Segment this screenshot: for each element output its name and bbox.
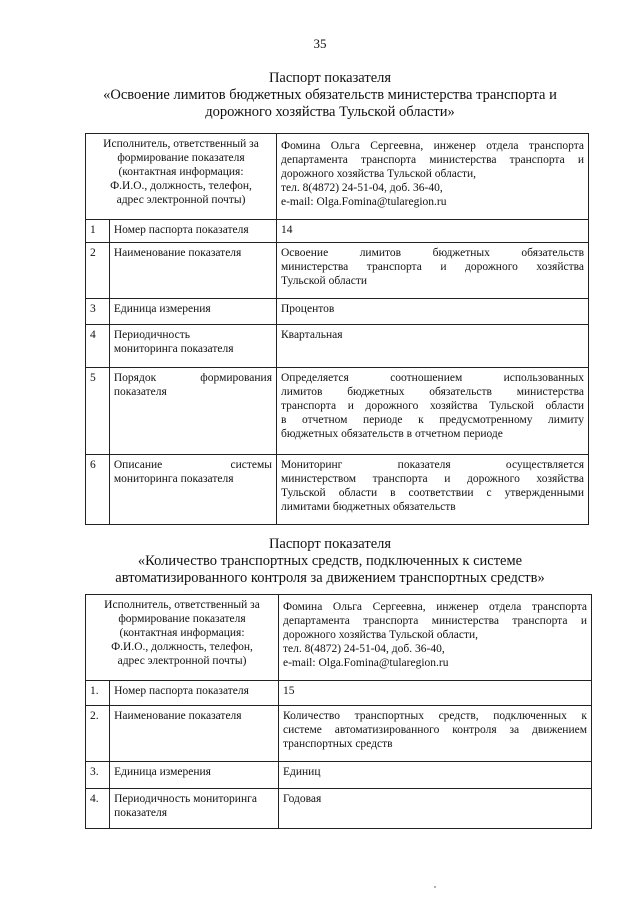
row-value: 14	[277, 220, 589, 243]
heading-line: Паспорт показателя	[268, 536, 392, 552]
table-row	[86, 325, 589, 368]
row-number: 1.	[86, 681, 110, 706]
row-value: Количество транспортных средств, подключенных к системе автоматизированного контроля за движением транспортных средств	[279, 706, 592, 762]
heading-line: автоматизированного контроля за движением транспортных средств»	[115, 570, 545, 586]
passport-1-table	[85, 133, 589, 525]
row-number: 2	[86, 243, 110, 299]
table-row	[86, 789, 592, 829]
row-number: 2.	[86, 706, 110, 762]
row-label: Номер паспорта показателя	[110, 681, 279, 706]
row-number: 5	[86, 368, 110, 455]
row-label: Единица измерения	[110, 762, 279, 789]
row-label: Порядок формирования показателя	[109, 368, 276, 455]
heading-line: дорожного хозяйства Тульской области»	[205, 104, 455, 120]
passport-2-table	[85, 594, 592, 829]
row-value: Освоение лимитов бюджетных обязательств министерства транспорта и дорожного хозяйства Тульской области	[277, 243, 589, 299]
row-number: 6	[86, 455, 110, 525]
table-row	[86, 299, 589, 325]
page-number: 35	[313, 36, 327, 51]
heading-line: «Освоение лимитов бюджетных обязательств министерства транспорта и	[103, 87, 557, 103]
scan-speck	[434, 886, 436, 888]
executor-value: Фомина Ольга Сергеевна, инженер отдела транспорта департамента транспорта министерства транспорта и дорожного хозяйства Тульской области, тел. 8(4872) 24-51-04, доб. 36-40, e-mail: Olga.Fomina@tularegion.ru	[277, 134, 589, 220]
table-row	[86, 220, 589, 243]
row-value: Единиц	[279, 762, 592, 789]
table-row	[86, 681, 592, 706]
row-label: Описание системы мониторинга показателя	[109, 455, 276, 525]
row-number: 1	[86, 220, 110, 243]
row-value: Мониторинг показателя осуществляется министерством транспорта и дорожного хозяйства Тульской области в соответствии с утвержденными лимитами бюджетных обязательств	[277, 455, 589, 525]
row-number: 3.	[86, 762, 110, 789]
table-row	[86, 762, 592, 789]
row-value: Годовая	[279, 789, 592, 829]
executor-row	[86, 595, 592, 681]
table-row	[86, 368, 589, 455]
heading-line: Паспорт показателя	[268, 70, 392, 86]
heading-line: «Количество транспортных средств, подключенных к системе	[137, 553, 523, 569]
row-value: 15	[279, 681, 592, 706]
row-value: Процентов	[277, 299, 589, 325]
row-number: 3	[86, 299, 110, 325]
row-label: Единица измерения	[109, 299, 276, 325]
executor-label: Исполнитель, ответственный за формирование показателя (контактная информация: Ф.И.О., должность, телефон, адрес электронной почты)	[86, 134, 277, 220]
table-row	[86, 455, 589, 525]
executor-row	[86, 134, 589, 220]
passport-1-heading	[40, 70, 620, 121]
row-label: Периодичность мониторинга показателя	[109, 325, 276, 368]
row-label: Наименование показателя	[109, 243, 276, 299]
executor-value: Фомина Ольга Сергеевна, инженер отдела транспорта департамента транспорта министерства транспорта и дорожного хозяйства Тульской области, тел. 8(4872) 24-51-04, доб. 36-40, e-mail: Olga.Fomina@tularegion.ru	[279, 595, 592, 681]
passport-2-heading	[40, 536, 620, 587]
table-row	[86, 243, 589, 299]
row-number: 4.	[86, 789, 110, 829]
row-label: Номер паспорта показателя	[109, 220, 276, 243]
row-value: Квартальная	[277, 325, 589, 368]
row-label: Периодичность мониторинга показателя	[110, 789, 279, 829]
table-row	[86, 706, 592, 762]
row-number: 4	[86, 325, 110, 368]
executor-label: Исполнитель, ответственный за формирование показателя (контактная информация: Ф.И.О., должность, телефон, адрес электронной почты)	[86, 595, 279, 681]
row-value: Определяется соотношением использованных лимитов бюджетных обязательств министерства транспорта и дорожного хозяйства Тульской области в отчетном периоде к предусмотренному лимиту бюджетных обязательств в отчетном периоде	[277, 368, 589, 455]
row-label: Наименование показателя	[110, 706, 279, 762]
